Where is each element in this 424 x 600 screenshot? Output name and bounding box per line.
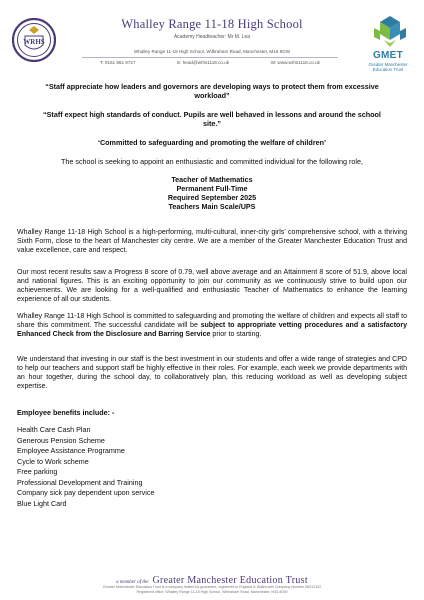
gmet-name: GMET	[372, 50, 404, 61]
header-divider	[82, 57, 338, 58]
ofsted-quote-workload: “Staff appreciate how leaders and governors are developing ways to protect them from excessive workload”	[45, 82, 379, 100]
school-name: Whalley Range 11-18 High School	[121, 17, 303, 31]
list-item: Generous Pension Scheme	[17, 435, 105, 445]
role-details	[20, 176, 404, 212]
list-item: Company sick pay dependent upon service	[17, 488, 155, 497]
cpd-paragraph: We understand that investing in our staff is the best investment in our students and offer a wide range of strategies and CPD to help our teachers and support staff be highly effective in their roles. For example, each week we provide departments with an hour together, during the school day, to collaboratively plan, this reducing workload as well as developing subject expertise.	[17, 356, 407, 391]
gmet-subtitle-line-1: Greater Manchester	[368, 62, 408, 67]
role-start: Required September 2025	[167, 192, 257, 202]
ofsted-quote-conduct: “Staff expect high standards of conduct. Pupils are well behaved in lessons and around the school site.”	[43, 110, 381, 128]
email-address: E: head@wrhs1118.co.uk	[177, 60, 230, 65]
list-item: Employee Assistance Programme	[17, 446, 125, 455]
role-contract: Permanent Full-Time	[176, 183, 248, 193]
phone-number: T: 0161 861 9727	[100, 60, 136, 65]
results-paragraph: Our most recent results saw a Progress 8 score of 0.79, well above average and an Attainment 8 score of 51.9, above local and national figures. This is an exciting opportunity to join our community as we continuously strive to build upon our achievements. We are looking for a well-qualified and enthusiastic Teacher of Mathematics to enhance the learning experience of all our students.	[17, 269, 407, 304]
vetting-requirement: subject to appropriate vetting procedures and a satisfactory Enhanced Check from the Disclosure and Barring Service	[17, 322, 408, 339]
school-address: Whalley Range 11-18 High School, Wilbraham Road, Manchester, M16 8GW	[133, 49, 291, 54]
safeguarding-quote: ‘Committed to safeguarding and promoting the welfare of children’	[97, 138, 327, 147]
list-item: Professional Development and Training	[17, 477, 143, 487]
gmet-subtitle	[352, 62, 424, 73]
list-item: Health Care Cash Plan	[17, 425, 91, 434]
safeguarding-text-start: Whalley Range 11-18 High School is committed to safeguarding and promoting the welfare of children and expects all staff to share this commitment. The successful candidate will be	[17, 313, 407, 330]
crest-lettering: WRHS	[23, 38, 45, 46]
contact-details	[100, 60, 320, 65]
footer-legal-office: Registered office: Whalley Range 11-18 High School, Wilbraham Road, Manchester, M16 8GW	[136, 590, 288, 594]
website-address: W: www.wrhs1118.co.uk	[270, 60, 320, 65]
benefits-list	[17, 425, 154, 509]
list-item: Blue Light Card	[17, 498, 67, 508]
footer-prefix: a member of the	[116, 580, 149, 585]
list-item: Cycle to Work scheme	[17, 456, 89, 466]
gmet-logo-icon	[366, 14, 414, 50]
gmet-subtitle-line-2: Education Trust	[372, 67, 404, 73]
footer-trust-name: Greater Manchester Education Trust	[152, 575, 308, 586]
role-title: Teacher of Mathematics	[171, 175, 253, 184]
intro-text: The school is seeking to appoint an enthusiastic and committed individual for the following role,	[60, 157, 364, 166]
role-pay: Teachers Main Scale/UPS	[168, 201, 256, 211]
benefits-heading: Employee benefits include: -	[17, 408, 115, 417]
school-description-paragraph: Whalley Range 11-18 High School is a high-performing, multi-cultural, inner-city girls’ comprehensive school, with a thriving Sixth Form, close to the heart of Manchester city centre. We are a member of the Greater Manchester Education Trust and value excellence, care and respect.	[17, 229, 407, 255]
list-item: Free parking	[17, 467, 58, 476]
headteacher-line: Academy Headteacher: Mr M. Lea	[173, 34, 251, 40]
safeguarding-text-end: prior to starting.	[210, 331, 262, 339]
footer-legal-company: Greater Manchester Education Trust is a company limited by guarantee, registered in England & Wales with Company Number 08313102	[102, 585, 322, 589]
safeguarding-paragraph	[17, 312, 407, 339]
